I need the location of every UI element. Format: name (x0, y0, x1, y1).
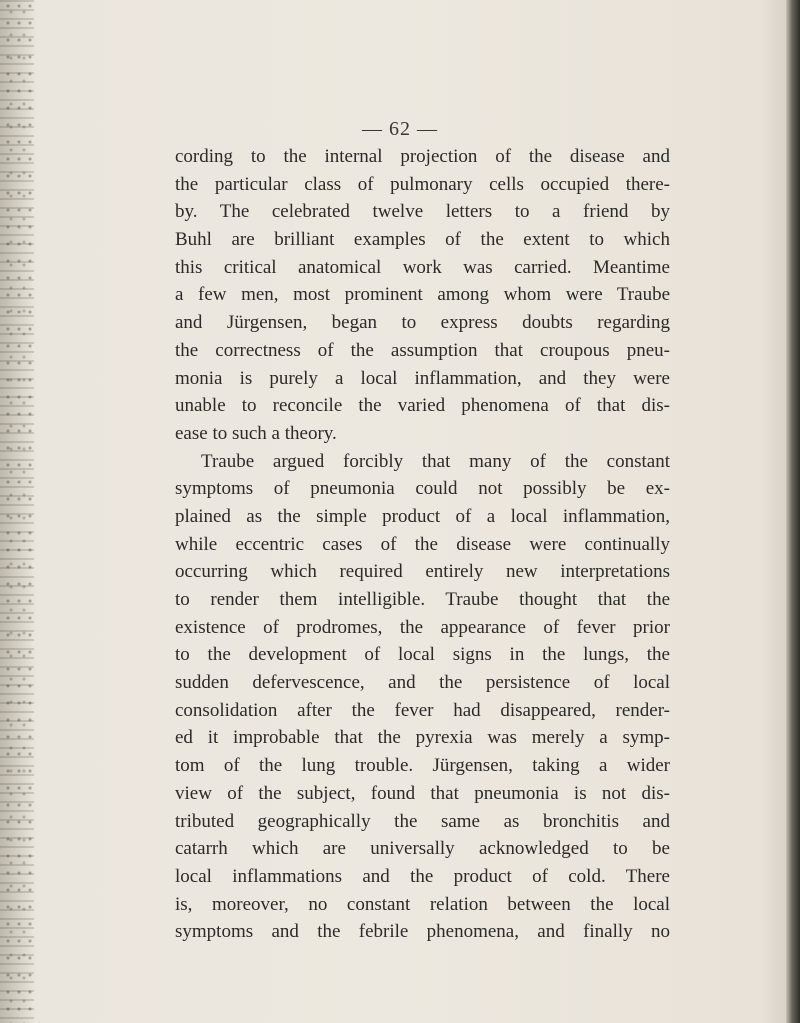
page-number: — 62 — (362, 118, 438, 140)
text-line: the particular class of pulmonary cells occupied there- (175, 173, 670, 195)
text-line: unable to reconcile the varied phenomena of that dis- (175, 395, 670, 417)
text-line: occurring which required entirely new interpretations (175, 561, 670, 583)
text-line: symptoms of pneumonia could not possibly be ex- (175, 478, 670, 500)
text-line: sudden defervescence, and the persistence of local (175, 672, 670, 694)
text-line: catarrh which are universally acknowledged to be (175, 838, 670, 860)
text-line: monia is purely a local inflammation, and they were (175, 367, 670, 389)
text-line: is, moreover, no constant relation between the local (175, 893, 670, 915)
text-line: the correctness of the assumption that croupous pneu- (175, 339, 670, 361)
text-line: local inflammations and the product of cold. There (175, 865, 670, 887)
text-line: Buhl are brilliant examples of the extent to which (175, 229, 670, 251)
text-line: Traube argued forcibly that many of the constant (201, 450, 670, 472)
text-line: consolidation after the fever had disappeared, render- (175, 699, 670, 721)
text-line: and Jürgensen, began to express doubts regarding (175, 312, 670, 334)
text-line: plained as the simple product of a local inflammation, (175, 505, 670, 527)
text-line: symptoms and the febrile phenomena, and finally no (175, 921, 670, 943)
text-line: cording to the internal projection of the disease and (175, 146, 670, 167)
text-line: to render them intelligible. Traube thought that the (175, 589, 670, 610)
text-line: view of the subject, found that pneumonia is not dis- (175, 782, 670, 804)
text-line: this critical anatomical work was carried. Meantime (175, 256, 670, 278)
text-line: ed it improbable that the pyrexia was merely a symp- (175, 727, 670, 749)
text-line: while eccentric cases of the disease were continually (175, 533, 670, 555)
text-line: ease to such a theory. (175, 422, 337, 444)
binding-edge-speckle (2, 0, 32, 1023)
text-line: to the development of local signs in the lungs, the (175, 644, 670, 666)
page-right-edge (786, 0, 800, 1023)
text-line: tom of the lung trouble. Jürgensen, taking a wider (175, 755, 670, 777)
text-line: tributed geographically the same as bronchitis and (175, 810, 670, 832)
body-text (175, 143, 670, 946)
text-line: by. The celebrated twelve letters to a friend by (175, 201, 670, 223)
text-line: existence of prodromes, the appearance of fever prior (175, 616, 670, 638)
text-line: a few men, most prominent among whom were Traube (175, 284, 670, 306)
